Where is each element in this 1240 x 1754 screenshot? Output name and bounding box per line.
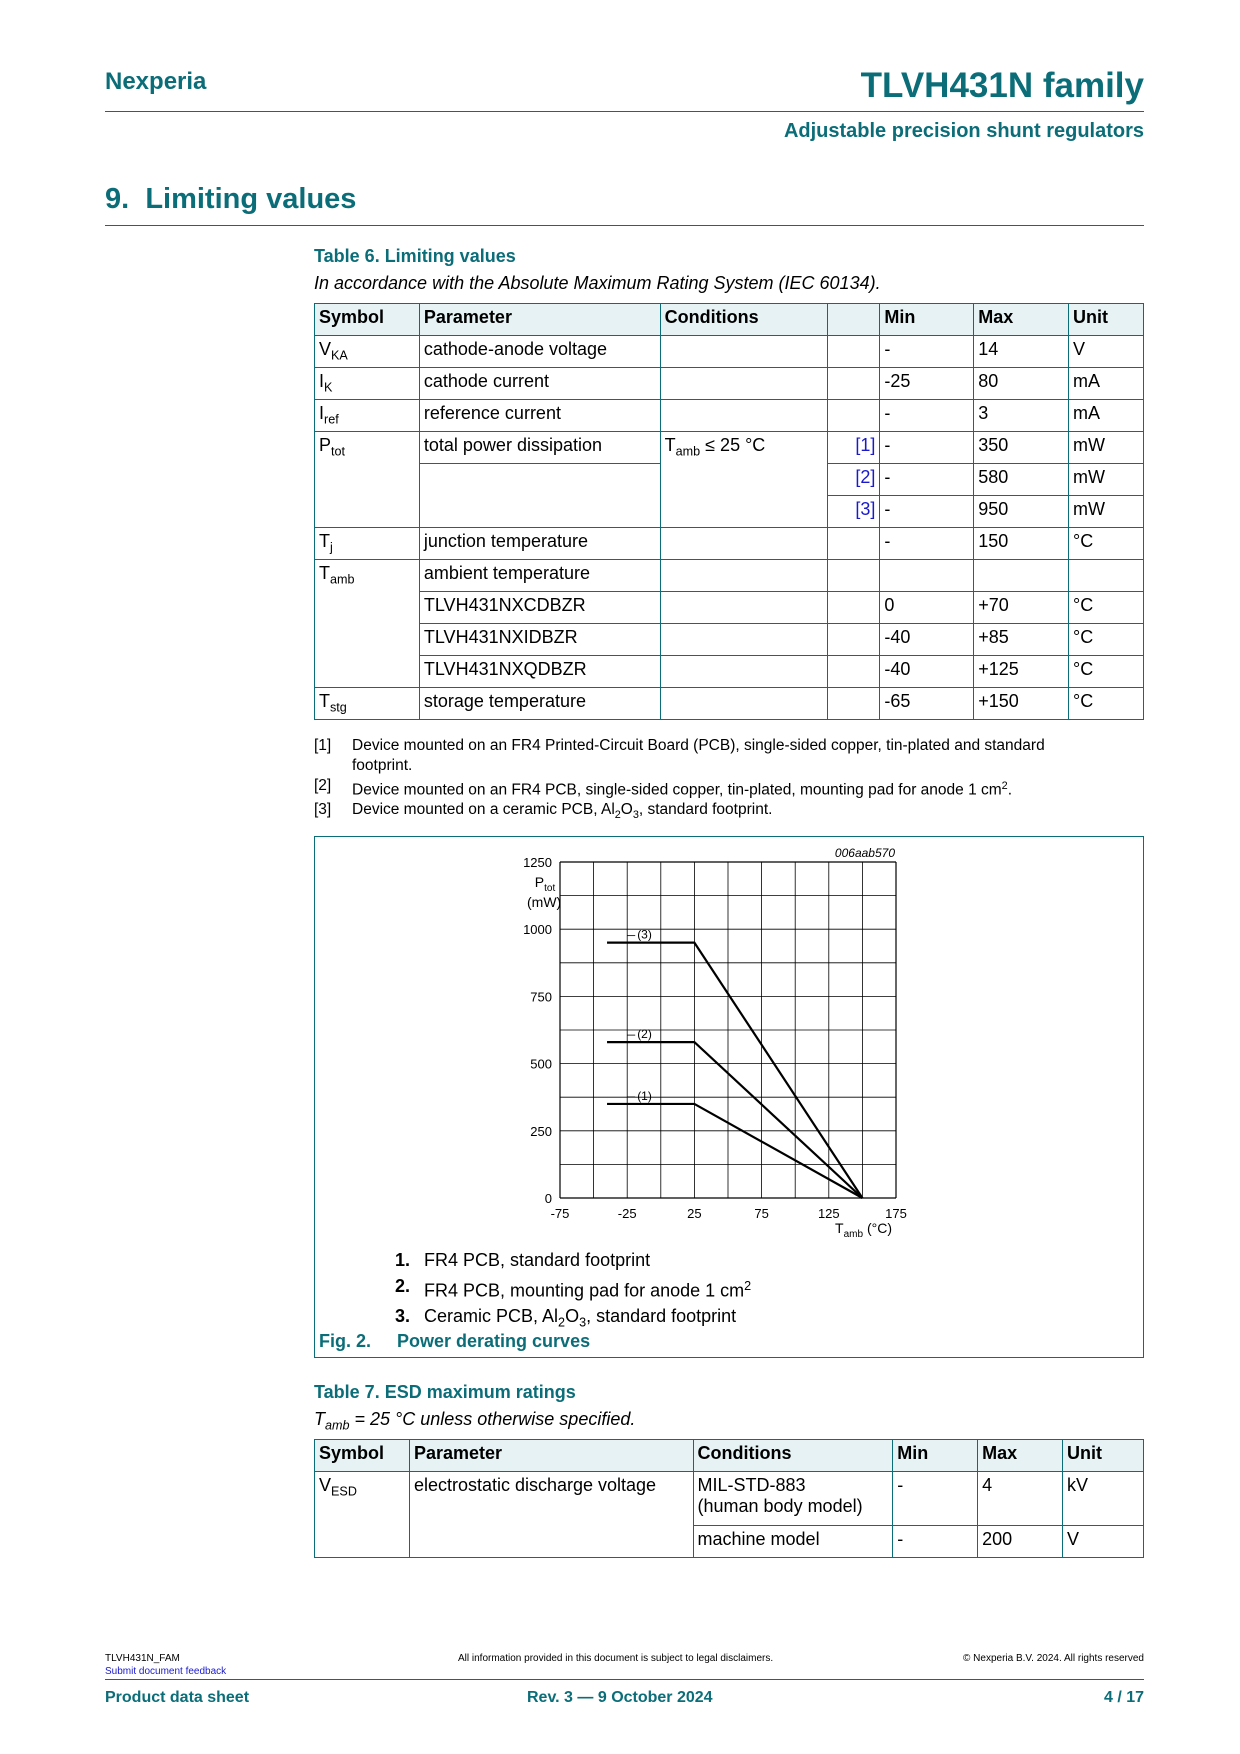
footer-rule (105, 1679, 1144, 1680)
limiting-values-table (314, 303, 1144, 720)
parameter-cell: ambient temperature (419, 560, 660, 592)
table6-subcaption: In accordance with the Absolute Maximum Rating System (IEC 60134). (314, 273, 881, 293)
legend-item: 3. Ceramic PCB, $Al_2O_3$, standard footprint (395, 1306, 737, 1330)
max-cell: 950 (974, 496, 1069, 528)
variant-cell: TLVH431NXCDBZR (419, 592, 660, 624)
min-cell: - (893, 1526, 978, 1558)
table-row (315, 656, 1144, 688)
table-header-row (315, 304, 1144, 336)
document-title: TLVH431N family (860, 66, 1144, 105)
y-axis-label: $P_{tot}$ (534, 874, 556, 894)
unit-cell: mW (1069, 432, 1144, 464)
y-tick-label: 250 (530, 1123, 552, 1139)
max-cell: +85 (974, 624, 1069, 656)
x-tick-label: 75 (754, 1206, 769, 1221)
series-line (607, 1104, 862, 1198)
header-cell: Symbol (315, 1440, 410, 1472)
x-axis-label: $T_{amb}$ (°C) (835, 1220, 892, 1237)
max-cell: 4 (978, 1472, 1063, 1526)
parameter-cell: junction temperature (419, 528, 660, 560)
section-title: Limiting values (145, 183, 357, 215)
note-2: [2] Device mounted on an FR4 PCB, single-sided copper, tin-plated, mounting pad for anode 1 $cm^2$. (314, 777, 1012, 799)
figure-legend (395, 1247, 751, 1336)
symbol-cell: $V_{ESD}$ (315, 1472, 410, 1558)
min-cell: - (880, 528, 974, 560)
section-rule (105, 225, 1144, 226)
header-cell: Conditions (660, 304, 828, 336)
header-cell: Unit (1063, 1440, 1144, 1472)
parameter-cell: cathode current (419, 368, 660, 400)
min-cell: - (893, 1472, 978, 1526)
max-cell: 150 (974, 528, 1069, 560)
y-tick-label: 0 (544, 1191, 552, 1206)
max-cell: +150 (974, 688, 1069, 720)
x-tick-labels (551, 1206, 907, 1221)
section-number: 9. (105, 183, 130, 215)
min-cell: - (880, 464, 974, 496)
legend-item: 1. FR4 PCB, standard footprint (395, 1250, 651, 1270)
power-derating-chart (315, 837, 1143, 1237)
table-row (315, 432, 1144, 464)
min-cell: - (880, 400, 974, 432)
feedback-link[interactable]: Submit document feedback (105, 1666, 227, 1677)
doc-type: Product data sheet (105, 1689, 250, 1706)
header-cell: Max (974, 304, 1069, 336)
parameter-cell: storage temperature (419, 688, 660, 720)
parameter-cell: reference current (419, 400, 660, 432)
min-cell: -40 (880, 656, 974, 688)
parameter-cell: cathode-anode voltage (419, 336, 660, 368)
table7-subcaption: $T_{amb} = 25$ °C unless otherwise specified. (314, 1409, 636, 1433)
header-cell: Parameter (409, 1440, 693, 1472)
series-line (607, 1042, 862, 1198)
section-heading (105, 183, 356, 216)
min-cell: 0 (880, 592, 974, 624)
unit-cell: °C (1069, 656, 1144, 688)
table-notes (314, 736, 1144, 825)
table-header-row (315, 1440, 1144, 1472)
header-cell: Parameter (419, 304, 660, 336)
header-cell: Symbol (315, 304, 420, 336)
conditions-cell: MIL-STD-883 (human body model) (693, 1472, 893, 1526)
unit-cell: °C (1069, 624, 1144, 656)
copyright: © Nexperia B.V. 2024. All rights reserved (963, 1653, 1144, 1664)
max-cell: 80 (974, 368, 1069, 400)
table-row (315, 624, 1144, 656)
max-cell: +125 (974, 656, 1069, 688)
y-tick-label: 1000 (523, 922, 552, 938)
header-cell: Max (978, 1440, 1063, 1472)
min-cell: -25 (880, 368, 974, 400)
table-row (315, 400, 1144, 432)
series-label: (2) (637, 1027, 652, 1042)
y-tick-label: 750 (530, 989, 552, 1005)
symbol-cell: $T_{stg}$ (315, 688, 420, 720)
footnote-ref-link[interactable]: [2] (828, 464, 880, 496)
header-rule (105, 111, 1144, 112)
note-3: [3] Device mounted on a ceramic PCB, $Al_2O_3$, standard footprint. (314, 801, 773, 822)
table-row (315, 368, 1144, 400)
brand-name: Nexperia (105, 68, 207, 95)
figure-caption: Fig. 2. Power derating curves (319, 1331, 591, 1351)
revision: Rev. 3 — 9 October 2024 (527, 1689, 713, 1706)
max-cell: 200 (978, 1526, 1063, 1558)
legal-disclaimer: All information provided in this document is subject to legal disclaimers. (458, 1653, 774, 1664)
max-cell: 14 (974, 336, 1069, 368)
symbol-cell: $T_{amb}$ (315, 560, 420, 688)
unit-cell: °C (1069, 592, 1144, 624)
min-cell: - (880, 336, 974, 368)
table-row (315, 1472, 1144, 1526)
symbol-cell: $I_{ref}$ (315, 400, 420, 432)
unit-cell: mA (1069, 368, 1144, 400)
table-row (315, 336, 1144, 368)
header-cell: Min (893, 1440, 978, 1472)
header-cell: Conditions (693, 1440, 893, 1472)
variant-cell: TLVH431NXIDBZR (419, 624, 660, 656)
unit-cell: mA (1069, 400, 1144, 432)
symbol-cell: $V_{KA}$ (315, 336, 420, 368)
unit-cell: mW (1069, 496, 1144, 528)
chart-series (607, 928, 862, 1198)
min-cell: -65 (880, 688, 974, 720)
x-tick-label: -25 (617, 1206, 637, 1221)
min-cell: -40 (880, 624, 974, 656)
figure-code: 006aab570 (834, 846, 895, 860)
symbol-cell: $T_j$ (315, 528, 420, 560)
table7-caption: Table 7. ESD maximum ratings (314, 1382, 576, 1402)
conditions-cell: machine model (693, 1526, 893, 1558)
document-subtitle: Adjustable precision shunt regulators (783, 120, 1144, 142)
page-number: 4 / 17 (1103, 1689, 1144, 1706)
parameter-cell: total power dissipation (419, 432, 660, 464)
max-cell: +70 (974, 592, 1069, 624)
chart-grid (560, 862, 896, 1198)
esd-ratings-table (314, 1439, 1144, 1558)
y-tick-label: 1250 (523, 855, 552, 870)
series-label: (3) (637, 927, 652, 942)
variant-cell: TLVH431NXQDBZR (419, 656, 660, 688)
max-cell: 3 (974, 400, 1069, 432)
note-1: [1] Device mounted on an FR4 Printed-Circuit Board (PCB), single-sided copper, tin-plated and standard footprint. (314, 737, 1045, 774)
table-row (315, 592, 1144, 624)
symbol-cell: $I_K$ (315, 368, 420, 400)
y-axis-unit: (mW) (527, 894, 562, 910)
parameter-cell: electrostatic discharge voltage (409, 1472, 693, 1558)
footnote-ref-link[interactable]: [3] (828, 496, 880, 528)
unit-cell: kV (1063, 1472, 1144, 1526)
unit-cell: V (1069, 336, 1144, 368)
min-cell: - (880, 496, 974, 528)
unit-cell: °C (1069, 528, 1144, 560)
table-row (315, 528, 1144, 560)
x-tick-label: 125 (817, 1206, 840, 1221)
max-cell: 580 (974, 464, 1069, 496)
header-cell (828, 304, 880, 336)
footnote-ref-link[interactable]: [1] (828, 432, 880, 464)
unit-cell: °C (1069, 688, 1144, 720)
doc-id: TLVH431N_FAM (105, 1653, 180, 1664)
legend-item: 2. FR4 PCB, mounting pad for anode 1 $cm^2$ (395, 1276, 752, 1301)
unit-cell: mW (1069, 464, 1144, 496)
table-row (315, 688, 1144, 720)
figure-box (314, 836, 1144, 1358)
x-tick-label: -75 (550, 1206, 570, 1221)
min-cell: - (880, 432, 974, 464)
table-row (315, 560, 1144, 592)
series-line (607, 943, 862, 1198)
series-label: (1) (637, 1088, 652, 1103)
conditions-cell: $T_{amb} \le 25$ °C (660, 432, 828, 528)
header-cell: Min (880, 304, 974, 336)
unit-cell: V (1063, 1526, 1144, 1558)
y-tick-label: 500 (530, 1056, 552, 1072)
x-tick-label: 175 (885, 1206, 907, 1221)
max-cell: 350 (974, 432, 1069, 464)
symbol-cell: $P_{tot}$ (315, 432, 420, 528)
header-cell: Unit (1069, 304, 1144, 336)
table6-caption: Table 6. Limiting values (314, 246, 516, 266)
x-tick-label: 25 (687, 1206, 702, 1221)
